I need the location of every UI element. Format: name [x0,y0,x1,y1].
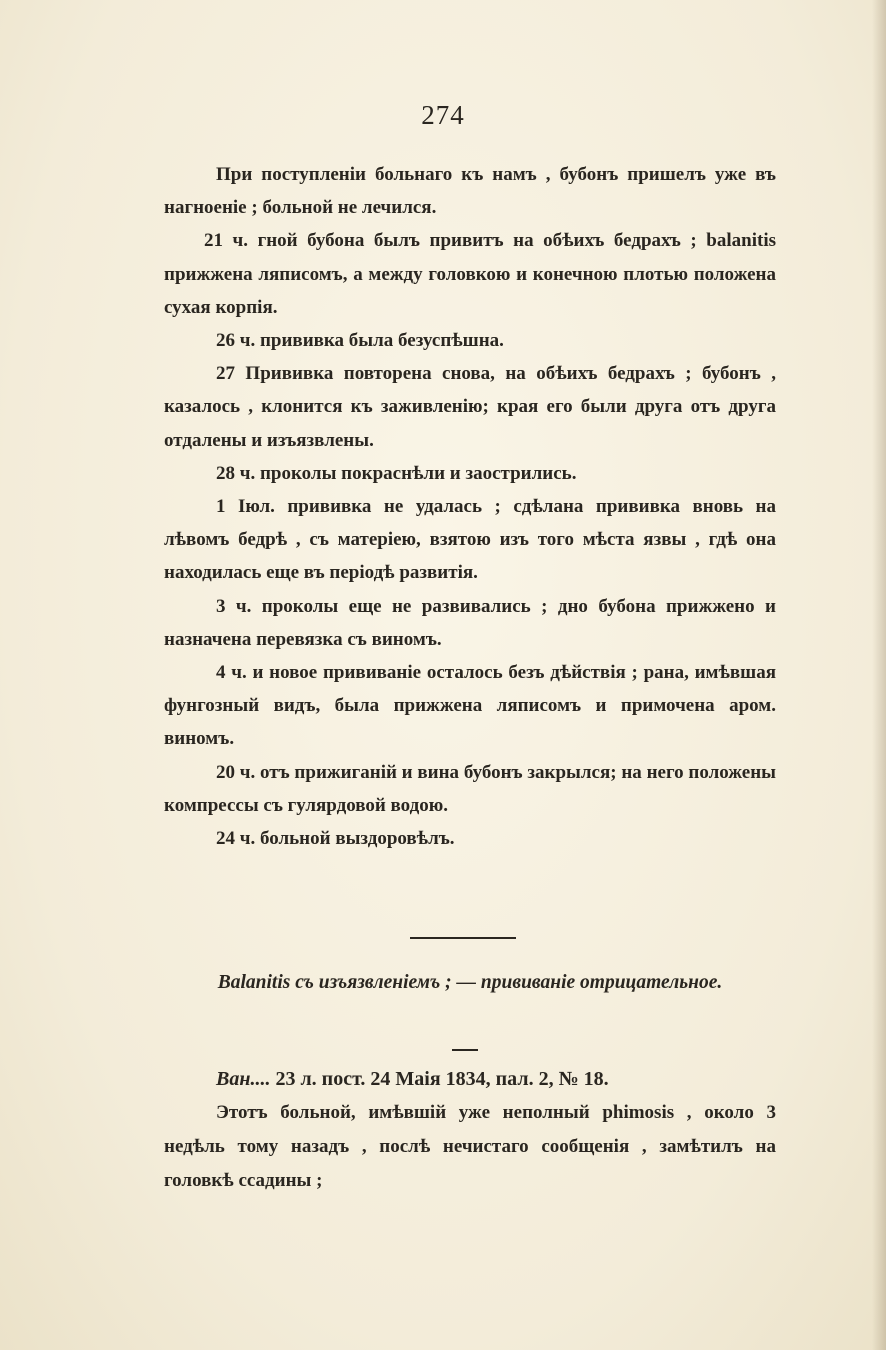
page-number: 274 [421,100,465,130]
paragraph-day-26: 26 ч. прививка была безуспѣшна. [216,330,504,352]
case-details: 23 л. пост. 24 Маія 1834, пал. 2, № 18. [275,1068,609,1090]
paragraph-day-27: 27 Прививка повторена снова, на обѣихъ бедрахъ ; бубонъ , казалось , клонится къ заживленію; края его были друга отъ друга отдалены и изъязвлены. [164,363,776,451]
section-title: Balanitis съ изъязвленіемъ ; — прививаніе отрицательное. [217,972,723,993]
paragraph-day-4: 4 ч. и новое прививаніе осталось безъ дѣйствія ; рана, имѣвшая фунгозный видъ, была прижжена ляписомъ и примочена аром. виномъ. [164,662,776,750]
title-underline [452,1049,478,1051]
paragraph-day-28: 28 ч. проколы покраснѣли и заострились. [216,462,577,484]
paragraph-day-3: 3 ч. проколы еще не развивались ; дно бубона прижжено и назначена перевязка съ виномъ. [164,595,776,650]
paragraph-day-21: 21 ч. гной бубона былъ привитъ на обѣихъ бедрахъ ; balanitis прижжена ляписомъ, а между головкою и конечною плотью положена сухая корпія. [164,230,776,318]
case-header [164,1062,776,1096]
paragraph-july-1: 1 Іюл. прививка не удалась ; сдѣлана прививка вновь на лѣвомъ бедрѣ , съ матеріею, взятою изъ того мѣста язвы , гдѣ она находилась еще въ періодѣ развитія. [164,496,776,584]
paragraph-day-24: 24 ч. больной выздоровѣлъ. [216,828,455,850]
page-edge-shadow [872,0,886,1350]
main-text [164,158,776,855]
paragraph-day-20: 20 ч. отъ прижиганій и вина бубонъ закрылся; на него положены компрессы съ гулярдовой водою. [164,761,776,816]
patient-name: Ван.... [216,1068,271,1090]
section-divider [410,937,516,939]
paragraph-admission: При поступленіи больнаго къ намъ , бубонъ пришелъ уже въ нагноеніе ; больной не лечился. [164,164,776,219]
case-paragraph: Этотъ больной, имѣвшій уже неполный phimosis , около 3 недѣль тому назадъ , послѣ нечистаго сообщенія , замѣтилъ на головкѣ ссадины ; [164,1102,776,1191]
case-text [164,1062,776,1198]
